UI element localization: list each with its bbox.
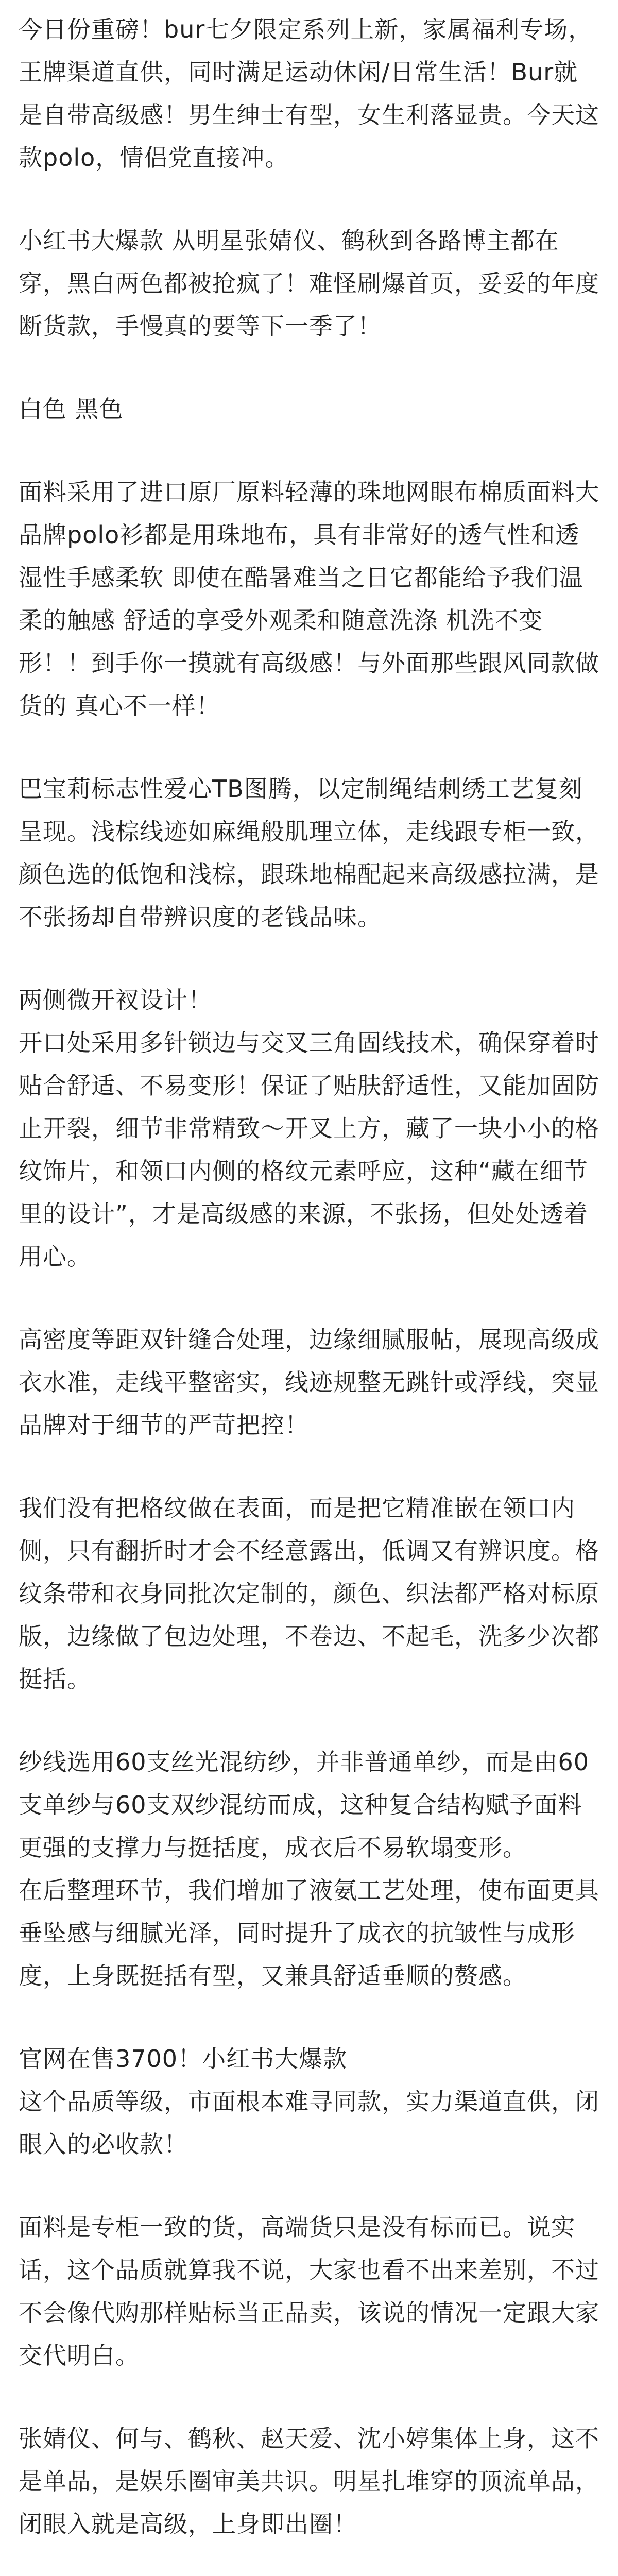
side-slit-paragraph: 两侧微开衩设计！ 开口处采用多针锁边与交叉三角固线技术，确保穿着时贴合舒适、不易变形！保证了贴肤舒适性，又能加固防止开裂，细节非常精致～开叉上方，藏了一块小小的格纹饰片，和领口内侧的格纹元素呼应，这种“藏在细节里的设计”，才是高级感的来源，不张扬，但处处透着用心。 (19, 986, 599, 1270)
celebrity-paragraph: 张婧仪、何与、鹤秋、赵天爱、沈小婷集体上身，这不是单品，是娱乐圈审美共识。明星扎堆穿的顶流单品，闭眼入就是高级，上身即出圈！ (19, 2425, 599, 2538)
color-options: 白色 黑色 (19, 395, 124, 423)
price-paragraph: 官网在售3700！小红书大爆款 这个品质等级，市面根本难寻同款，实力渠道直供，闭眼入的必收款！ (19, 2045, 599, 2158)
plaid-collar-paragraph: 我们没有把格纹做在表面，而是把它精准嵌在领口内侧，只有翻折时才会不经意露出，低调又有辨识度。格纹条带和衣身同批次定制的，颜色、织法都严格对标原版，边缘做了包边处理，不卷边、不起毛，洗多少次都挺括。 (19, 1494, 599, 1693)
stitching-paragraph: 高密度等距双针缝合处理，边缘细腻服帖，展现高级成衣水准，走线平整密实，线迹规整无跳针或浮线，突显品牌对于细节的严苛把控！ (19, 1326, 599, 1439)
quality-note-paragraph: 面料是专柜一致的货，高端货只是没有标而已。说实话，这个品质就算我不说，大家也看不出来差别，不过不会像代购那样贴标当正品卖，该说的情况一定跟大家交代明白。 (19, 2213, 599, 2369)
intro-paragraph: 今日份重磅！bur七夕限定系列上新，家属福利专场，王牌渠道直供，同时满足运动休闲/日常生活！Bur就是自带高级感！男生绅士有型，女生利落显贵。今天这款polo，情侣党直接冲。 (19, 15, 599, 172)
yarn-paragraph: 纱线选用60支丝光混纺纱，并非普通单纱，而是由60支单纱与60支双纱混纺而成，这种复合结构赋予面料更强的支撑力与挺括度，成衣后不易软塌变形。 在后整理环节，我们增加了液氨工艺处理，使布面更具垂坠感与细腻光泽，同时提升了成衣的抗皱性与成形度，上身既挺括有型，又兼具舒适垂顺的赘感。 (19, 1748, 599, 1990)
embroidery-paragraph: 巴宝莉标志性爱心TB图腾，以定制绳结刺绣工艺复刻呈现。浅棕线迹如麻绳般肌理立体，走线跟专柜一致，颜色选的低饱和浅棕，跟珠地棉配起来高级感拉满，是不张扬却自带辨识度的老钱品味。 (19, 775, 599, 931)
popularity-paragraph: 小红书大爆款 从明星张婧仪、鹤秋到各路博主都在穿，黑白两色都被抢疯了！难怪刷爆首页，妥妥的年度断货款，手慢真的要等下一季了！ (19, 227, 599, 340)
fabric-paragraph: 面料采用了进口原厂原料轻薄的珠地网眼布棉质面料大品牌polo衫都是用珠地布，具有非常好的透气性和透湿性手感柔软 即使在酷暑难当之日它都能给予我们温柔的触感 舒适的享受外观柔和随意洗涤 机洗不变形！！到手你一摸就有高级感！与外面那些跟风同款做货的 真心不一样！ (19, 478, 599, 720)
